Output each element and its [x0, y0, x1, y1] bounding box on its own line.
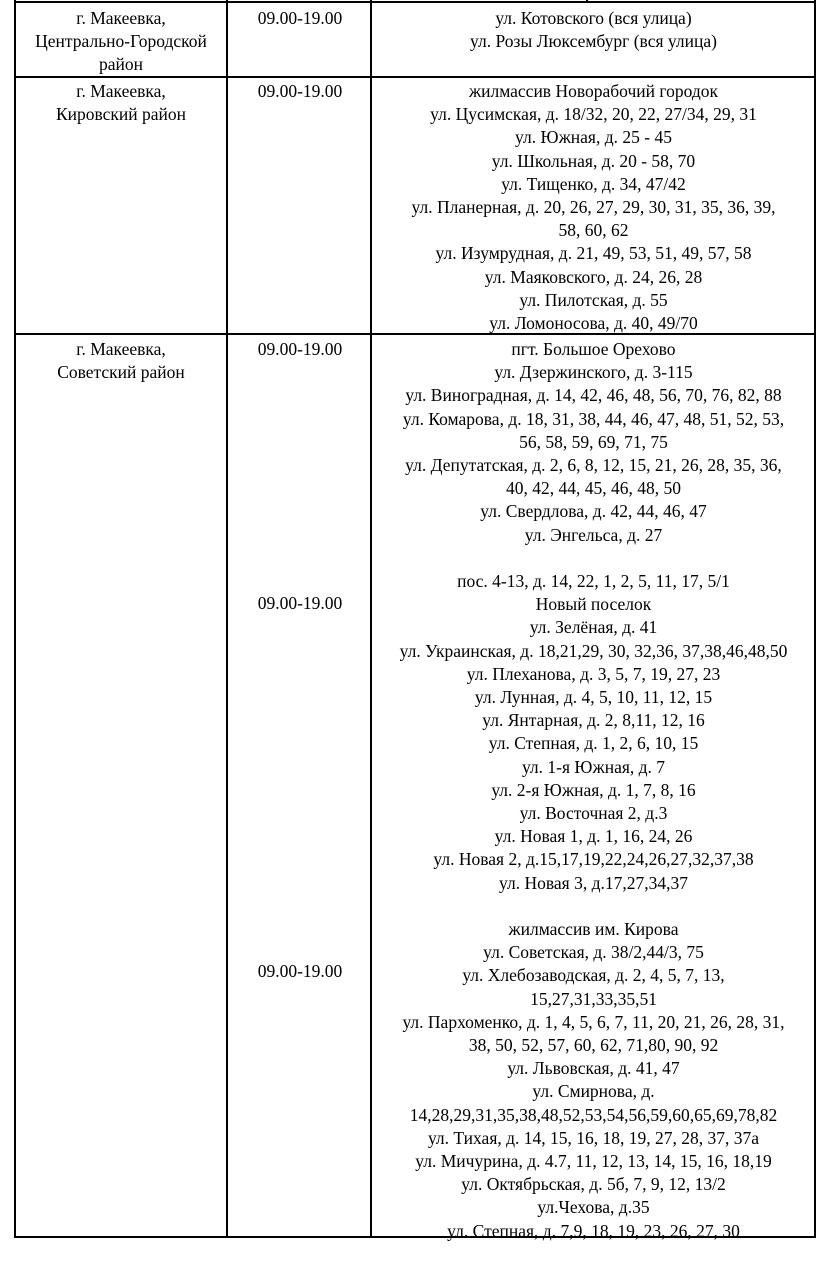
- address-line: ул. Зелёная, д. 41: [529, 617, 658, 638]
- district-text: г. Макеевка,: [76, 8, 166, 28]
- address-line: ул. Тищенко, д. 34, 47/42: [501, 173, 686, 194]
- address-line: ул. Цусимская, д. 18/32, 20, 22, 27/34, 29, 31: [430, 104, 757, 125]
- address-line: 56, 58, 59, 69, 71, 75: [519, 431, 668, 452]
- time-text: 09.00-19.00: [257, 593, 343, 613]
- time-text: 09.00-19.00: [257, 8, 343, 28]
- district-text: Центрально-Городской: [35, 31, 207, 52]
- address-line: ул. Комарова, д. 18, 31, 38, 44, 46, 47, 48, 51, 52, 53,: [402, 408, 785, 429]
- address-line: 15,27,31,33,35,51: [530, 988, 657, 1009]
- address-line: ул. Восточная 2, д.3: [519, 803, 668, 824]
- address-line: 38, 50, 52, 57, 60, 62, 71,80, 90, 92: [468, 1035, 719, 1056]
- address-line: ул. Октябрьская, д. 5б, 7, 9, 12, 13/2: [461, 1174, 726, 1195]
- address-line: ул. Свердлова, д. 42, 44, 46, 47: [480, 501, 707, 522]
- address-line: ул. Дзержинского, д. 3-115: [494, 362, 693, 383]
- address-line: ул. 2-я Южная, д. 1, 7, 8, 16: [491, 779, 696, 800]
- district-text: г. Макеевка,: [76, 81, 166, 101]
- time-cell-row3-b: [229, 592, 371, 615]
- address-line: ул. 1-я Южная, д. 7: [521, 756, 666, 777]
- address-line: ул. Янтарная, д. 2, 8,11, 12, 16: [482, 710, 705, 731]
- address-line: ул. Школьная, д. 20 - 58, 70: [491, 150, 696, 171]
- time-text: 09.00-19.00: [257, 339, 343, 359]
- district-cell-row3: [16, 338, 226, 384]
- address-cell-row3: [373, 338, 814, 1243]
- address-line: ул. Степная, д. 1, 2, 6, 10, 15: [488, 733, 699, 754]
- address-line: ул. Котовского (вся улица): [495, 8, 692, 28]
- time-text: 09.00-19.00: [257, 81, 343, 101]
- address-line: ул. Тихая, д. 14, 15, 16, 18, 19, 27, 28, 37, 37а: [427, 1127, 760, 1148]
- address-line: 40, 42, 44, 45, 46, 48, 50: [506, 478, 681, 499]
- address-line: ул. Мичурина, д. 4.7, 11, 12, 13, 14, 15, 16, 18,19: [415, 1151, 772, 1172]
- time-cell-row3-c: [229, 960, 371, 983]
- district-text: Кировский район: [55, 104, 187, 125]
- address-line: ул. Плеханова, д. 3, 5, 7, 19, 27, 23: [466, 663, 721, 684]
- address-line: ул. Депутатская, д. 2, 6, 8, 12, 15, 21, 26, 28, 35, 36,: [405, 455, 782, 476]
- address-line: ул. Маяковского, д. 24, 26, 28: [484, 266, 703, 287]
- address-spacer: [373, 895, 814, 918]
- column-divider-1: [226, 0, 228, 1238]
- time-cell-row3-a: [229, 338, 371, 361]
- district-text: район: [99, 54, 143, 75]
- address-line: ул. Советская, д. 38/2,44/3, 75: [483, 942, 704, 963]
- address-line: ул. Ломоносова, д. 40, 49/70: [489, 313, 698, 334]
- address-line: ул. Хлебозаводская, д. 2, 4, 5, 7, 13,: [462, 965, 725, 986]
- district-text: г. Макеевка,: [76, 339, 166, 359]
- address-line: ул. Новая 3, д.17,27,34,37: [499, 872, 688, 893]
- address-line: ул. Новая 1, д. 1, 16, 24, 26: [494, 826, 693, 847]
- address-spacer: [373, 547, 814, 570]
- address-line: ул. Смирнова, д.: [532, 1081, 655, 1102]
- address-line: пгт. Большое Орехово: [511, 339, 676, 359]
- district-text: Советский район: [57, 362, 185, 383]
- address-line: ул.Чехова, д.35: [537, 1197, 650, 1218]
- address-line: ул. Энгельса, д. 27: [524, 524, 663, 545]
- address-line: ул. Виноградная, д. 14, 42, 46, 48, 56, 70, 76, 82, 88: [405, 385, 782, 406]
- address-line: ул. Изумрудная, д. 21, 49, 53, 51, 49, 57, 58: [435, 243, 752, 264]
- address-line: пос. 4-13, д. 14, 22, 1, 2, 5, 11, 17, 5/1: [457, 571, 730, 592]
- time-cell-row2: [229, 80, 371, 103]
- address-line: Новый поселок: [535, 594, 652, 615]
- address-line: ул. Степная, д. 7,9, 18, 19, 23, 26, 27, 30: [447, 1220, 740, 1241]
- district-cell-row2: [16, 80, 226, 126]
- address-line: ул. Новая 2, д.15,17,19,22,24,26,27,32,37,38: [433, 849, 754, 870]
- time-cell-row1: [229, 7, 371, 30]
- cut-off-line: [586, 0, 588, 2]
- column-divider-2: [370, 0, 372, 1238]
- address-cell-row1: [373, 7, 814, 53]
- time-text: 09.00-19.00: [257, 961, 343, 981]
- address-line: ул. Лунная, д. 4, 5, 10, 11, 12, 15: [474, 687, 713, 708]
- district-cell-row1: [16, 7, 226, 77]
- address-line: ул. Пилотская, д. 55: [519, 289, 668, 310]
- address-line: ул. Украинская, д. 18,21,29, 30, 32,36, 37,38,46,48,50: [399, 640, 788, 661]
- row-divider-top: [14, 1, 816, 3]
- address-line: ул. Розы Люксембург (вся улица): [470, 31, 717, 52]
- address-line: ул. Пархоменко, д. 1, 4, 5, 6, 7, 11, 20, 21, 26, 28, 31,: [402, 1011, 785, 1032]
- address-line: ул. Львовская, д. 41, 47: [507, 1058, 680, 1079]
- address-line: жилмассив им. Кирова: [508, 919, 679, 940]
- address-line: ул. Планерная, д. 20, 26, 27, 29, 30, 31, 35, 36, 39,: [411, 197, 776, 218]
- address-cell-row2: [373, 80, 814, 335]
- address-line: 58, 60, 62: [558, 220, 629, 241]
- address-line: жилмассив Новорабочий городок: [469, 81, 718, 101]
- address-line: 14,28,29,31,35,38,48,52,53,54,56,59,60,65,69,78,82: [409, 1104, 778, 1125]
- address-line: ул. Южная, д. 25 - 45: [515, 127, 672, 148]
